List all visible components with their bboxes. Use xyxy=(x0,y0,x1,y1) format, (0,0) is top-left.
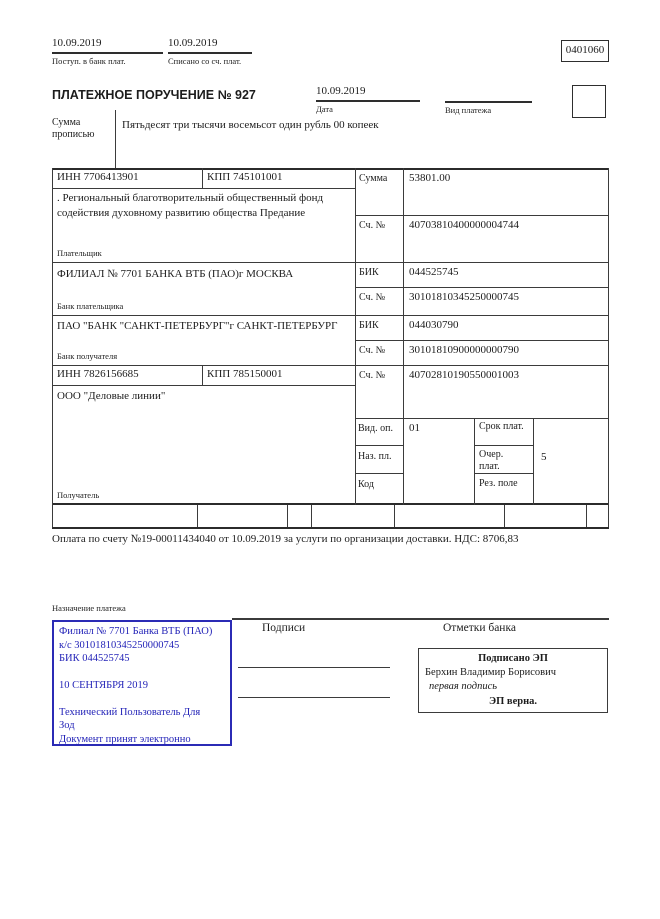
debited-date-field xyxy=(168,37,252,66)
strip-line xyxy=(197,505,198,528)
beneficiary-name: ООО "Деловые линии" xyxy=(57,390,166,402)
form-code-box xyxy=(561,40,609,62)
received-date-value: 10.09.2019 xyxy=(52,37,102,49)
table-line xyxy=(355,445,403,446)
pay-purpose-label: Наз. пл. xyxy=(358,451,392,462)
beneficiary-bank-name: ПАО "БАНК "САНКТ-ПЕТЕРБУРГ"г САНКТ-ПЕТЕРБУРГ xyxy=(57,320,338,332)
stamp-user-line2: Зод xyxy=(59,720,75,732)
payment-type-empty xyxy=(445,85,532,100)
signature-section-line xyxy=(232,618,609,620)
payer-inn: ИНН 7706413901 xyxy=(57,171,139,183)
document-title: ПЛАТЕЖНОЕ ПОРУЧЕНИЕ № 927 xyxy=(52,88,256,102)
debited-date-label: Списано со сч. плат. xyxy=(168,55,242,66)
beneficiary-account-label: Сч. № xyxy=(359,370,386,381)
beneficiary-account-value: 40702810190550001003 xyxy=(409,369,519,381)
esign-box xyxy=(418,648,608,713)
reserve-field-label: Рез. поле xyxy=(479,478,518,489)
debited-date-value: 10.09.2019 xyxy=(168,37,218,49)
stamp-user-line1: Технический Пользователь Для xyxy=(59,706,201,718)
op-type-label: Вид. оп. xyxy=(358,423,393,434)
signature-line xyxy=(238,667,390,668)
beneficiary-kpp: КПП 785150001 xyxy=(207,368,283,380)
beneficiary-bank-bik-label: БИК xyxy=(359,320,379,331)
payer-bank-account-value: 30101810345250000745 xyxy=(409,291,519,303)
table-line xyxy=(355,340,609,341)
doc-date-value: 10.09.2019 xyxy=(316,85,366,97)
payer-bank-name: ФИЛИАЛ № 7701 БАНКА ВТБ (ПАО)г МОСКВА xyxy=(57,268,294,280)
amount-value: 53801.00 xyxy=(409,172,451,184)
table-line xyxy=(52,385,355,386)
esign-verified: ЭП верна. xyxy=(488,695,537,707)
received-date-underline xyxy=(52,52,163,54)
amount-label: Сумма xyxy=(359,173,388,184)
bank-marks-title: Отметки банка xyxy=(443,622,516,634)
received-date-label: Поступ. в банк плат. xyxy=(52,55,126,66)
payer-bank-label: Банк плательщика xyxy=(57,301,124,311)
amount-words-divider xyxy=(115,110,116,168)
table-line xyxy=(355,287,609,288)
beneficiary-bank-label: Банк получателя xyxy=(57,351,118,361)
stamp-corr-account: к/с 30101810345250000745 xyxy=(59,639,180,651)
beneficiary-bank-account-label: Сч. № xyxy=(359,345,386,356)
op-type-value: 01 xyxy=(409,422,420,434)
esign-title: Подписано ЭП xyxy=(478,653,548,664)
payer-kpp: КПП 745101001 xyxy=(207,171,283,183)
purpose-label: Назначение платежа xyxy=(52,603,126,613)
table-line xyxy=(608,168,609,505)
table-line xyxy=(52,365,609,366)
table-line xyxy=(474,418,475,505)
doc-date-field xyxy=(316,85,420,114)
form-code: 0401060 xyxy=(565,44,605,56)
payer-bank-bik-value: 044525745 xyxy=(409,266,459,278)
table-line xyxy=(202,365,203,385)
strip-line xyxy=(311,505,312,528)
strip-line xyxy=(608,505,609,528)
amount-words-value: Пятьдесят три тысячи восемьсот один рубль 00 копеек xyxy=(122,119,379,131)
signature-line xyxy=(238,697,390,698)
table-line xyxy=(474,445,533,446)
stamp-spacer xyxy=(59,666,225,679)
beneficiary-bank-account-value: 30101810900000000790 xyxy=(409,344,519,356)
esign-signer-name: Берхин Владимир Борисович xyxy=(425,667,556,679)
bank-stamp xyxy=(52,620,232,746)
payer-account-value: 40703810400000004744 xyxy=(409,219,519,231)
table-line xyxy=(474,473,533,474)
stamp-accepted: Документ принят электронно xyxy=(59,733,191,745)
payer-bank-bik-label: БИК xyxy=(359,267,379,278)
amount-words-label: Сумма прописью xyxy=(52,117,95,140)
stamp-spacer xyxy=(59,693,225,706)
table-line xyxy=(52,262,609,263)
table-line xyxy=(52,168,609,170)
doc-date-underline xyxy=(316,100,420,102)
table-line xyxy=(403,168,404,505)
stamp-bank-name: Филиал № 7701 Банка ВТБ (ПАО) xyxy=(59,626,213,637)
table-line xyxy=(52,188,355,189)
debited-date-underline xyxy=(168,52,252,54)
table-line xyxy=(355,473,403,474)
payment-type-field xyxy=(445,85,532,115)
table-line xyxy=(52,315,609,316)
table-line xyxy=(355,418,609,419)
table-line xyxy=(355,215,609,216)
payer-name: . Региональный благотворительный общественный фонд содействия духовному развитию общества Предание xyxy=(57,192,324,219)
table-line xyxy=(533,418,534,505)
strip-line xyxy=(586,505,587,528)
payment-table xyxy=(52,168,609,505)
priority-value: 5 xyxy=(541,451,547,463)
signatures-title: Подписи xyxy=(262,622,306,634)
payer-label: Плательщик xyxy=(57,248,102,258)
code-label: Код xyxy=(358,479,374,490)
doc-date-label: Дата xyxy=(316,103,333,114)
stamp-bik: БИК 044525745 xyxy=(59,653,130,665)
payment-type-underline xyxy=(445,101,532,103)
beneficiary-bank-bik-value: 044030790 xyxy=(409,319,459,331)
strip-line xyxy=(52,505,53,528)
payer-account-label: Сч. № xyxy=(359,220,386,231)
strip-line xyxy=(287,505,288,528)
priority-label: Очер. плат. xyxy=(479,449,504,472)
tax-fields-strip xyxy=(52,505,609,528)
beneficiary-inn: ИНН 7826156685 xyxy=(57,368,139,380)
due-date-label: Срок плат. xyxy=(479,421,524,432)
esign-note: первая подпись xyxy=(429,681,498,693)
strip-line xyxy=(504,505,505,528)
beneficiary-label: Получатель xyxy=(57,490,100,500)
table-line xyxy=(52,168,53,505)
table-line xyxy=(202,168,203,188)
priority-corner-box xyxy=(572,85,606,118)
stamp-date: 10 СЕНТЯБРЯ 2019 xyxy=(59,679,148,691)
strip-line xyxy=(52,527,609,529)
payment-type-label: Вид платежа xyxy=(445,105,492,115)
table-line xyxy=(355,168,356,505)
payer-bank-account-label: Сч. № xyxy=(359,292,386,303)
purpose-text: Оплата по счету №19-00011434040 от 10.09.2019 за услуги по организации доставки. НДС: 8706,83 xyxy=(52,533,519,545)
strip-line xyxy=(394,505,395,528)
received-date-field xyxy=(52,37,163,66)
